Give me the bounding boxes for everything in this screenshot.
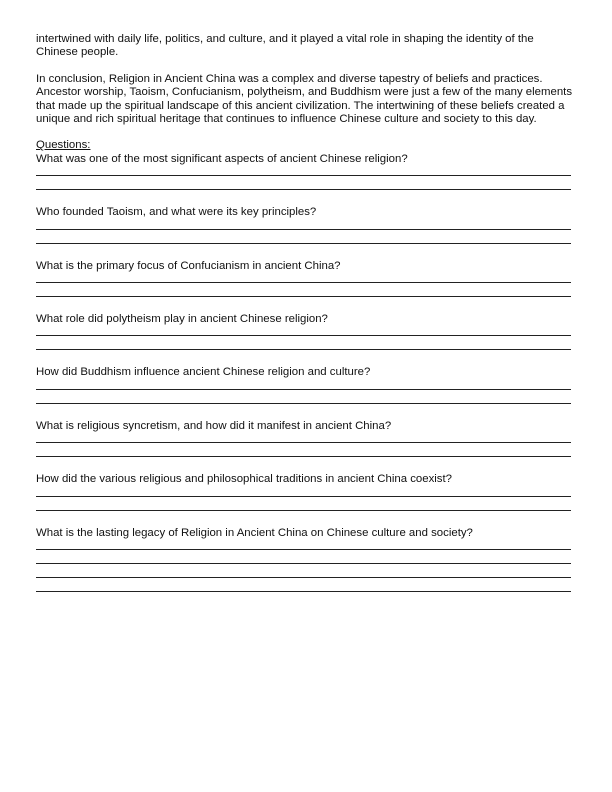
answer-lines[interactable] [36,380,576,404]
answer-line[interactable] [36,230,571,244]
answer-lines[interactable] [36,433,576,457]
answer-line[interactable] [36,540,571,550]
question-text: What is religious syncretism, and how did it manifest in ancient China? [36,419,392,432]
question-block [36,260,576,297]
question-block [36,366,576,403]
answer-lines[interactable] [36,166,576,190]
document-page [36,33,576,608]
answer-line[interactable] [36,433,571,443]
question-text: What was one of the most significant aspects of ancient Chinese religion? [36,152,408,165]
answer-lines[interactable] [36,326,576,350]
answer-line[interactable] [36,578,571,592]
question-block [36,153,576,190]
question-text: How did the various religious and philosophical traditions in ancient China coexist? [36,473,452,486]
answer-line[interactable] [36,497,571,511]
answer-line[interactable] [36,564,571,578]
answer-line[interactable] [36,166,571,176]
question-block [36,527,576,592]
answer-line[interactable] [36,326,571,336]
questions-heading: Questions: [36,139,91,152]
question-text: What role did polytheism play in ancient Chinese religion? [36,313,328,326]
answer-line[interactable] [36,220,571,230]
answer-lines[interactable] [36,487,576,511]
answer-line[interactable] [36,550,571,564]
question-block [36,206,576,243]
question-text: What is the lasting legacy of Religion in Ancient China on Chinese culture and society? [36,526,473,539]
answer-line[interactable] [36,443,571,457]
question-text: What is the primary focus of Confucianism in ancient China? [36,259,341,272]
question-text: How did Buddhism influence ancient Chinese religion and culture? [36,366,371,379]
answer-line[interactable] [36,390,571,404]
answer-line[interactable] [36,273,571,283]
paragraph-conclusion: In conclusion, Religion in Ancient China was a complex and diverse tapestry of beliefs and practices. Ancestor worship, Taoism, Confucianism, polytheism, and Buddhism were just a few of the many elements that made up the spiritual landscape of this ancient civilization. The intertwining of these beliefs created a unique and rich spiritual heritage that continues to influence Chinese culture and society to this day. [36,72,573,126]
answer-lines[interactable] [36,273,576,297]
question-block [36,313,576,350]
answer-line[interactable] [36,336,571,350]
answer-lines[interactable] [36,220,576,244]
question-text: Who founded Taoism, and what were its key principles? [36,206,317,219]
paragraph-intro-continuation: intertwined with daily life, politics, and culture, and it played a vital role in shaping the identity of the Chinese people. [36,33,534,59]
question-block [36,420,576,457]
answer-lines[interactable] [36,540,576,592]
question-block [36,473,576,510]
answer-line[interactable] [36,380,571,390]
answer-line[interactable] [36,176,571,190]
answer-line[interactable] [36,487,571,497]
answer-line[interactable] [36,283,571,297]
